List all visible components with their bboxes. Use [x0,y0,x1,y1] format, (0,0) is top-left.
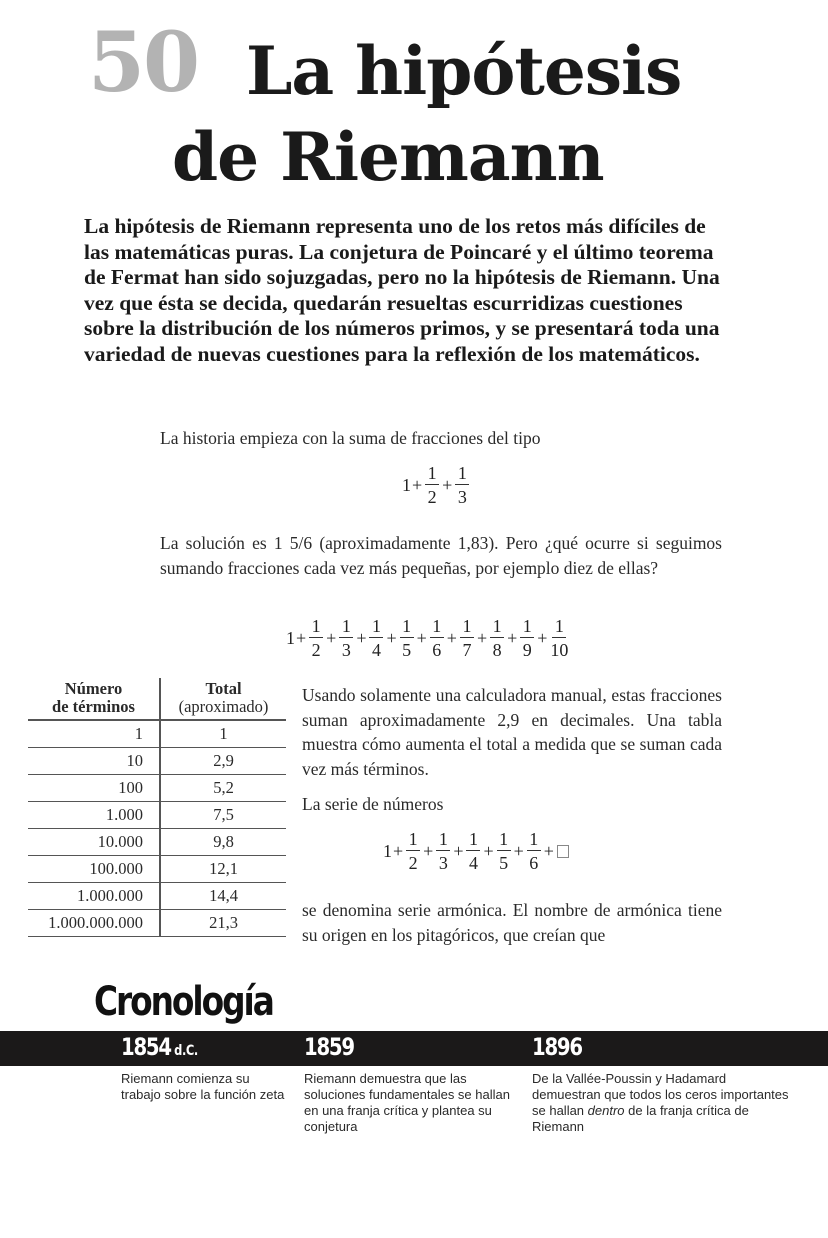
paragraph-solution: La solución es 1 5/6 (aproximadamente 1,83). Pero ¿qué ocurre si seguimos sumando fracciones cada vez más pequeñas, por ejemplo diez de ellas? [160,533,722,578]
chapter-number: 50 [88,15,199,111]
formula-ten-terms [286,617,570,659]
cell-total: 21,3 [160,910,286,937]
paragraph-harmonic: se denomina serie armónica. El nombre de armónica tiene su origen en los pitagóricos, que creían que [302,900,722,945]
fraction-numerator: 1 [406,830,420,851]
cell-total: 1 [160,720,286,748]
fraction [527,830,541,872]
fraction [430,617,444,659]
chronology-desc-1854: Riemann comienza su trabajo sobre la función zeta [121,1071,285,1102]
fraction [455,464,469,506]
table-header-row [28,678,286,720]
table-row [28,748,286,775]
cell-terms: 100 [28,775,160,802]
table-row [28,775,286,802]
fraction [369,617,383,659]
fraction-numerator: 1 [425,464,439,485]
fraction-denominator: 4 [468,853,478,873]
plus-sign: + [513,840,524,861]
fraction [406,830,420,872]
paragraph-calculator: Usando solamente una calculadora manual, estas fracciones suman aproximadamente 2,9 en decimales. Una tabla muestra cómo aumenta el total a medida que se suman cada vez más términos. [302,685,722,779]
fraction [425,464,439,506]
cell-terms: 1 [28,720,160,748]
plus-sign: + [393,840,404,861]
fraction [520,617,534,659]
plus-sign: + [386,627,397,648]
fraction [490,617,504,659]
cell-terms: 100.000 [28,856,160,883]
era-label: d.C. [174,1043,198,1059]
fraction-numerator: 1 [430,617,444,638]
fraction-numerator: 1 [466,830,480,851]
table-row [28,802,286,829]
table-row [28,829,286,856]
chapter-title-line2: de Riemann [172,118,604,196]
plus-sign: + [416,627,427,648]
plus-sign: + [442,474,453,495]
fraction-denominator: 5 [499,853,509,873]
fraction-numerator: 1 [400,617,414,638]
fraction [339,617,353,659]
fraction-numerator: 1 [339,617,353,638]
header-total-line2: (aproximado) [178,697,269,716]
desc-text-emphasis: dentro [587,1103,625,1118]
cell-total: 2,9 [160,748,286,775]
cell-terms: 10 [28,748,160,775]
cell-total: 5,2 [160,775,286,802]
fraction-denominator: 3 [457,487,467,507]
cell-terms: 10.000 [28,829,160,856]
fraction-denominator: 7 [462,640,472,660]
fraction-numerator: 1 [497,830,511,851]
desc-text-after: de la franja crítica de Riemann [532,1103,749,1134]
cell-terms: 1.000.000 [28,883,160,910]
fraction-denominator: 6 [432,640,442,660]
harmonic-sum-table [28,678,286,937]
fraction-denominator: 9 [522,640,532,660]
fraction-denominator: 5 [402,640,412,660]
year-label: 1854 [121,1033,171,1061]
header-terms-line2: de términos [52,697,135,716]
formula-harmonic-series [383,830,569,872]
plus-sign: + [483,840,494,861]
fraction [466,830,480,872]
fraction-numerator: 1 [490,617,504,638]
plus-sign: + [446,627,457,648]
fraction-denominator: 6 [529,853,539,873]
table-row [28,883,286,910]
fraction-denominator: 3 [341,640,351,660]
fraction-denominator: 2 [408,853,418,873]
chapter-title-line1: La hipótesis [246,32,682,110]
plus-sign: + [537,627,548,648]
cell-total: 7,5 [160,802,286,829]
table-row [28,856,286,883]
chronology-title: Cronología [94,979,273,1025]
cell-total: 9,8 [160,829,286,856]
paragraph-history: La historia empieza con la suma de fracciones del tipo [160,428,541,448]
fraction [460,617,474,659]
fraction-denominator: 4 [371,640,381,660]
cell-total: 12,1 [160,856,286,883]
fraction-numerator: 1 [520,617,534,638]
plus-sign: + [296,627,307,648]
intro-paragraph: La hipótesis de Riemann representa uno de los retos más difíciles de las matemáticas puras. La conjetura de Poincaré y el último teorema de Fermat han sido sojuzgadas, pero no la hipótesis de Riemann. Una vez que ésta se decida, quedarán resueltas escurridizas cuestiones sobre la distribución de los números primos, y se presentará toda una variedad de nuevas cuestiones para la reflexión de los matemáticos. [84,214,720,366]
fraction-numerator: 1 [436,830,450,851]
formula-three-terms [402,464,471,506]
fraction-denominator: 8 [492,640,502,660]
fraction-denominator: 3 [438,853,448,873]
formula-lead-term: 1 [383,840,392,861]
fraction [436,830,450,872]
fraction-numerator: 1 [369,617,383,638]
fraction-denominator: 2 [311,640,321,660]
fraction-denominator: 2 [427,487,437,507]
header-terms [28,678,160,720]
header-total [160,678,286,720]
fraction [400,617,414,659]
chronology-year-1854 [121,1035,198,1059]
paragraph-series: La serie de números [302,794,444,814]
fraction-numerator: 1 [455,464,469,485]
plus-sign: + [356,627,367,648]
table-row [28,720,286,748]
header-total-line1: Total [205,679,242,698]
chronology-year-1859 [304,1035,354,1059]
year-label: 1859 [304,1033,354,1061]
chronology-desc-1896 [532,1071,792,1135]
cell-terms: 1.000 [28,802,160,829]
plus-sign: + [543,840,554,861]
cell-total: 14,4 [160,883,286,910]
formula-lead-term: 1 [286,627,295,648]
fraction-numerator: 1 [552,617,566,638]
cell-terms: 1.000.000.000 [28,910,160,937]
plus-sign: + [476,627,488,648]
fraction [550,617,568,659]
fraction-denominator: 10 [550,640,569,660]
plus-sign: + [453,840,464,861]
plus-sign: + [507,627,518,648]
plus-sign: + [423,840,434,861]
fraction-numerator: 1 [309,617,323,638]
plus-sign: + [412,474,423,495]
fraction-numerator: 1 [527,830,541,851]
chronology-year-1896 [532,1035,582,1059]
desc-text-before: De la Vallée-Poussin y Hadamard demuestran que todos los ceros importantes se hallan [532,1071,789,1118]
missing-glyph-box-icon [557,845,569,858]
table-row [28,910,286,937]
header-terms-line1: Número [64,679,123,698]
year-label: 1896 [532,1033,582,1061]
formula-lead-term: 1 [402,474,411,495]
fraction [497,830,511,872]
fraction [309,617,323,659]
fraction-numerator: 1 [460,617,474,638]
plus-sign: + [326,627,337,648]
chronology-desc-1859: Riemann demuestra que las soluciones fundamentales se hallan en una franja crítica y plantea su conjetura [304,1071,510,1134]
